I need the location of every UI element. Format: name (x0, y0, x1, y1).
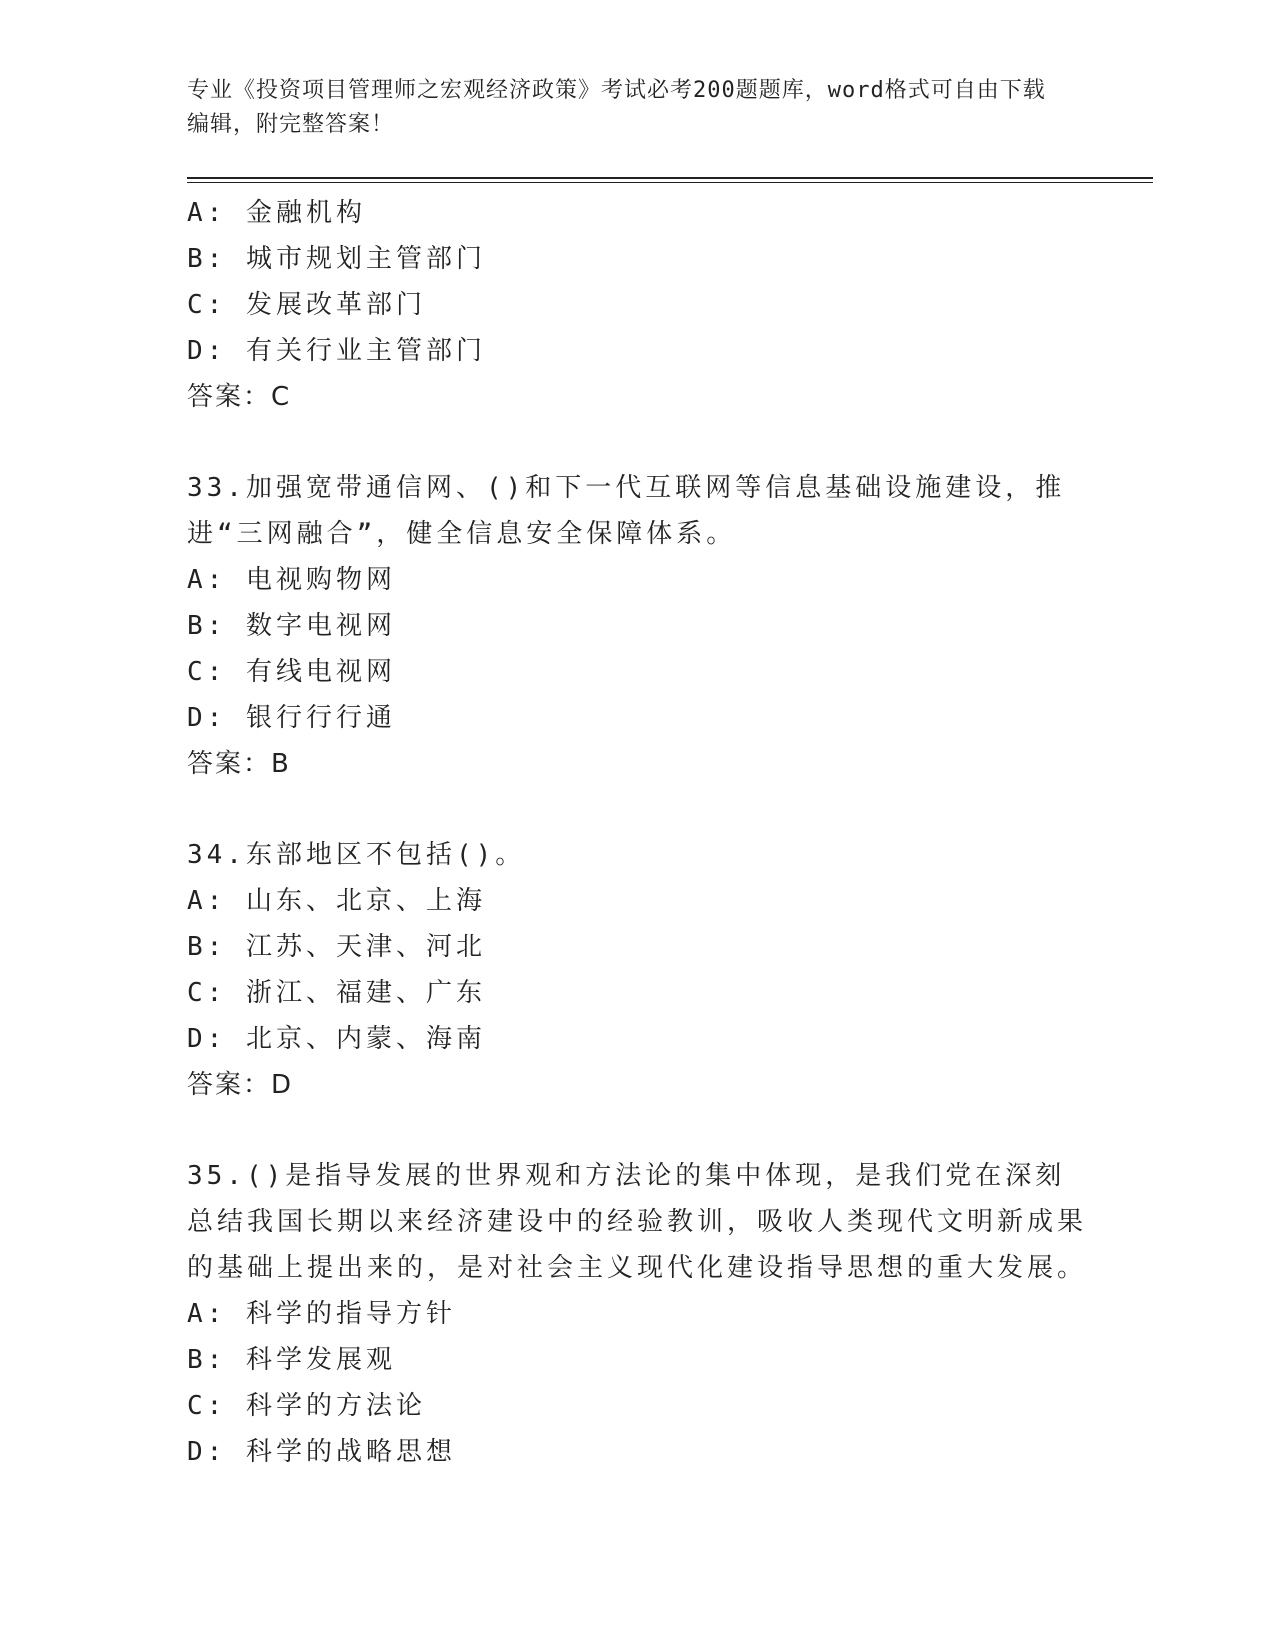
question-stem: 35.()是指导发展的世界观和方法论的集中体现，是我们党在深刻总结我国长期以来经济建设中的经验教训，吸收人类现代文明新成果的基础上提出来的，是对社会主义现代化建设指导思想的重大发展。 (187, 1161, 1088, 1283)
page-header: 专业《投资项目管理师之宏观经济政策》考试必考200题题库，word格式可自由下载编辑，附完整答案！ (187, 78, 1046, 137)
question-stem: 33.加强宽带通信网、()和下一代互联网等信息基础设施建设，推进“三网融合”，健全信息安全保障体系。 (187, 473, 1066, 549)
spacer (187, 787, 1087, 832)
option-d: D: 有关行业主管部门 (187, 336, 486, 366)
option-a: A: 电视购物网 (187, 565, 396, 595)
header-divider-thick (187, 177, 1153, 179)
question-block-32 (187, 190, 1087, 420)
header-divider-thin (187, 182, 1153, 183)
option-b: B: 城市规划主管部门 (187, 244, 486, 274)
option-b: B: 江苏、天津、河北 (187, 932, 486, 962)
option-c: C: 科学的方法论 (187, 1391, 426, 1421)
question-block-34 (187, 832, 1087, 1108)
question-stem: 34.东部地区不包括()。 (187, 840, 526, 870)
question-block-33 (187, 465, 1087, 787)
spacer (187, 420, 1087, 465)
question-list (187, 190, 1087, 1475)
option-a: A: 山东、北京、上海 (187, 886, 486, 916)
question-block-35 (187, 1153, 1087, 1475)
option-a: A: 科学的指导方针 (187, 1299, 456, 1329)
answer-line: 答案：C (187, 382, 292, 412)
answer-line: 答案：B (187, 749, 291, 779)
spacer (187, 1108, 1087, 1153)
option-b: B: 科学发展观 (187, 1345, 396, 1375)
option-c: C: 有线电视网 (187, 657, 396, 687)
option-d: D: 北京、内蒙、海南 (187, 1024, 486, 1054)
option-a: A: 金融机构 (187, 198, 366, 228)
answer-line: 答案：D (187, 1070, 294, 1100)
option-b: B: 数字电视网 (187, 611, 396, 641)
option-d: D: 银行行行通 (187, 703, 396, 733)
option-c: C: 浙江、福建、广东 (187, 978, 486, 1008)
option-d: D: 科学的战略思想 (187, 1437, 456, 1467)
option-c: C: 发展改革部门 (187, 290, 426, 320)
